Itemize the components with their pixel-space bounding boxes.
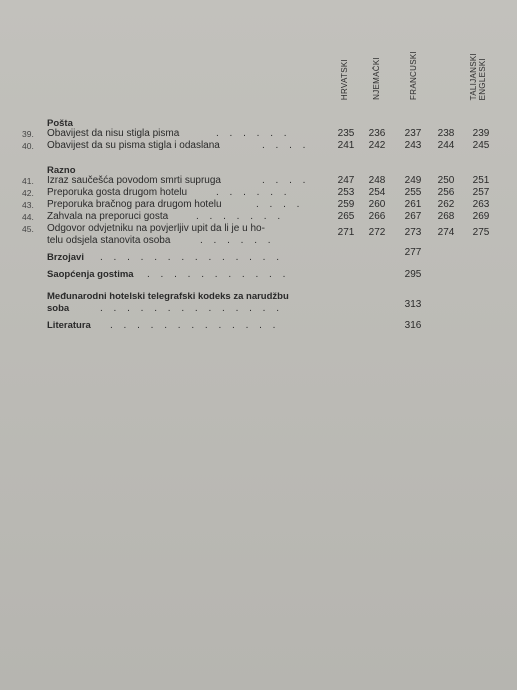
column-header-engleski: ENGLESKI xyxy=(478,57,487,100)
entry-page: 316 xyxy=(404,320,422,331)
toc-entry-saopcenja xyxy=(0,269,517,281)
page-engleski: 245 xyxy=(472,140,490,151)
page-njemacki: 236 xyxy=(368,128,386,139)
table-row xyxy=(0,187,517,199)
page-njemacki: 266 xyxy=(368,211,386,222)
page-francuski: 237 xyxy=(404,128,422,139)
page-njemacki: 254 xyxy=(368,187,386,198)
leader-dots: . . . . . . xyxy=(216,187,291,198)
section-heading-razno: Razno xyxy=(47,165,76,176)
page-hrvatski: 259 xyxy=(337,199,355,210)
row-title: Obavijest da nisu stigla pisma xyxy=(47,128,180,139)
page-francuski: 243 xyxy=(404,140,422,151)
page-hrvatski: 241 xyxy=(337,140,355,151)
entry-page: 313 xyxy=(404,299,422,310)
page-francuski: 267 xyxy=(404,211,422,222)
entry-page: 295 xyxy=(404,269,422,280)
row-number: 43. xyxy=(22,200,34,210)
page-hrvatski: 247 xyxy=(337,175,355,186)
page-hrvatski: 265 xyxy=(337,211,355,222)
page-engleski: 275 xyxy=(472,227,490,238)
page-njemacki: 260 xyxy=(368,199,386,210)
page-hrvatski: 235 xyxy=(337,128,355,139)
toc-entry-brzojavi xyxy=(0,247,517,264)
leader-dots: . . . . . . . . . . . . . . xyxy=(100,252,284,263)
page-francuski: 249 xyxy=(404,175,422,186)
page-njemacki: 248 xyxy=(368,175,386,186)
column-header-francuski: FRANCUSKI xyxy=(409,51,418,100)
page-francuski: 261 xyxy=(404,199,422,210)
row-number: 39. xyxy=(22,129,34,139)
toc-entry-literatura xyxy=(0,320,517,332)
leader-dots: . . . . . . xyxy=(216,128,291,139)
page-francuski: 255 xyxy=(404,187,422,198)
table-row xyxy=(0,175,517,187)
entry-title: soba xyxy=(47,303,70,314)
page-njemacki: 272 xyxy=(368,227,386,238)
page-talijanski: 262 xyxy=(437,199,455,210)
leader-dots: . . . . xyxy=(262,175,310,186)
entry-title: Međunarodni hotelski telegrafski kodeks za narudžbu xyxy=(47,291,289,302)
page-hrvatski: 253 xyxy=(337,187,355,198)
row-title: Odgovor odvjetniku na povjerljiv upit da li je u ho- xyxy=(47,223,265,234)
row-title: Izraz saučešća povodom smrti supruga xyxy=(47,175,221,186)
table-row xyxy=(0,128,517,140)
row-title: Preporuka bračnog para drugom hotelu xyxy=(47,199,222,210)
page-engleski: 263 xyxy=(472,199,490,210)
row-number: 44. xyxy=(22,212,34,222)
page-talijanski: 244 xyxy=(437,140,455,151)
leader-dots: . . . . xyxy=(262,140,310,151)
page-njemacki: 242 xyxy=(368,140,386,151)
page-hrvatski: 271 xyxy=(337,227,355,238)
page-talijanski: 274 xyxy=(437,227,455,238)
toc-entry-kodeks xyxy=(0,291,517,303)
page-talijanski: 256 xyxy=(437,187,455,198)
entry-page: 277 xyxy=(404,247,422,258)
page-engleski: 257 xyxy=(472,187,490,198)
page-talijanski: 250 xyxy=(437,175,455,186)
column-header-hrvatski: HRVATSKI xyxy=(340,58,349,100)
page-engleski: 251 xyxy=(472,175,490,186)
column-header-talijanski: TALIJANSKI xyxy=(469,52,478,100)
entry-title: Saopćenja gostima xyxy=(47,269,134,280)
page-talijanski: 268 xyxy=(437,211,455,222)
entry-title: Brzojavi xyxy=(47,252,84,263)
row-title: Obavijest da su pisma stigla i odaslana xyxy=(47,140,220,151)
leader-dots: . . . . . . . . . . . xyxy=(147,269,290,280)
row-title: Preporuka gosta drugom hotelu xyxy=(47,187,188,198)
table-row xyxy=(0,140,517,152)
leader-dots: . . . . . . . . . . . . . xyxy=(110,320,280,331)
toc-entry-kodeks-cont xyxy=(0,299,517,315)
table-row xyxy=(0,211,517,223)
column-header-njemacki: NJEMAČKI xyxy=(372,57,381,100)
row-number: 40. xyxy=(22,141,34,151)
leader-dots: . . . . xyxy=(256,199,304,210)
entry-title: Literatura xyxy=(47,320,91,331)
row-number: 42. xyxy=(22,188,34,198)
row-number: 41. xyxy=(22,176,34,186)
row-title: telu odsjela stanovita osoba xyxy=(47,235,171,246)
page-talijanski: 238 xyxy=(437,128,455,139)
row-title: Zahvala na preporuci gosta xyxy=(47,211,169,222)
leader-dots: . . . . . . xyxy=(200,235,275,246)
table-row xyxy=(0,199,517,211)
row-number: 45. xyxy=(22,224,34,234)
page-francuski: 273 xyxy=(404,227,422,238)
leader-dots: . . . . . . . . . . . . . . xyxy=(100,303,284,314)
leader-dots: . . . . . . . xyxy=(196,211,285,222)
page-engleski: 269 xyxy=(472,211,490,222)
section-heading-posta: Pošta xyxy=(47,118,73,129)
page-engleski: 239 xyxy=(472,128,490,139)
